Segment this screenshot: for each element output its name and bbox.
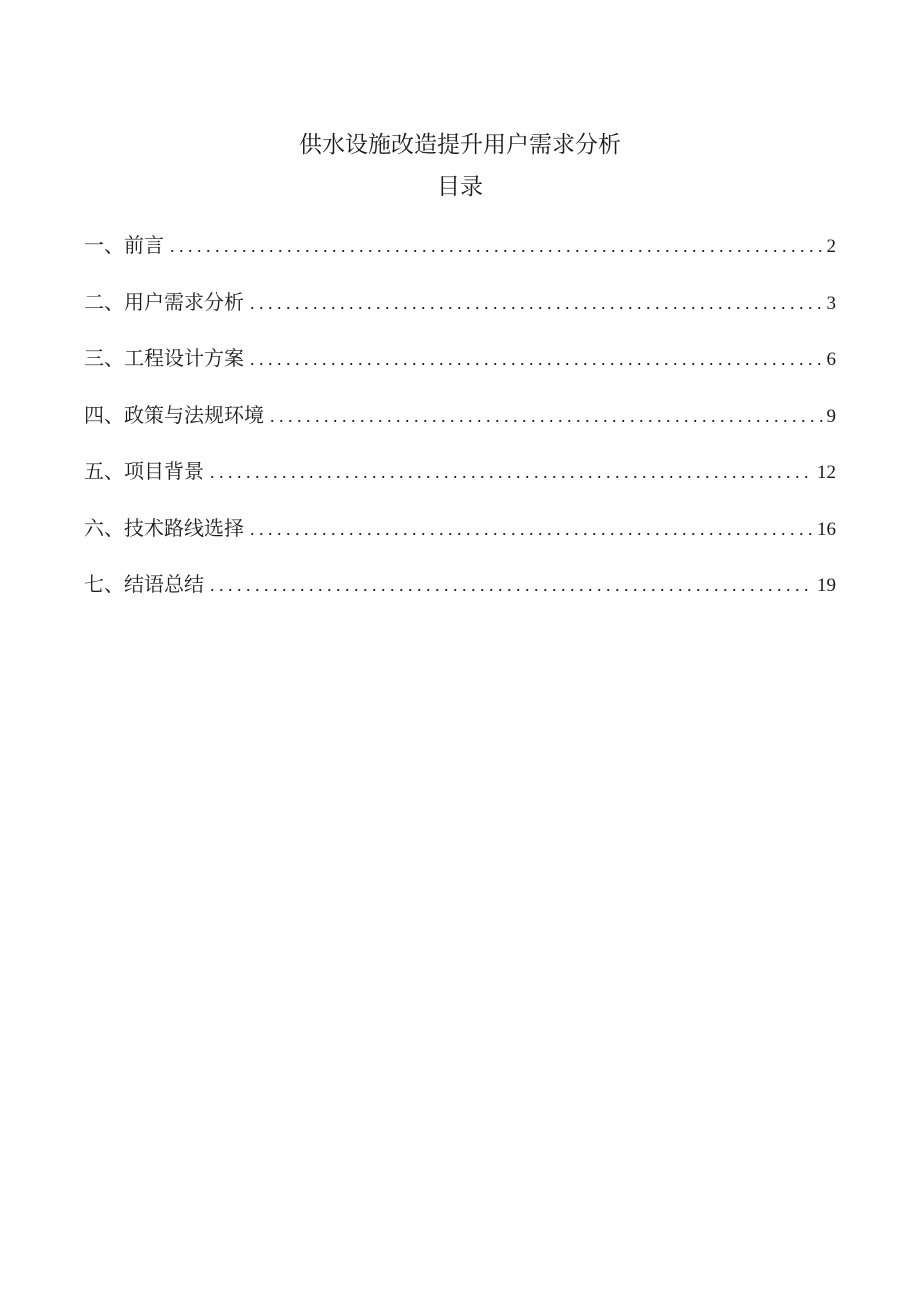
toc-dot-leader	[210, 570, 813, 600]
toc-entry-engineering-design[interactable]	[84, 343, 836, 400]
document-title: 供水设施改造提升用户需求分析	[299, 132, 621, 158]
toc-dot-leader	[210, 457, 813, 487]
toc-entry-label: 三、工程设计方案	[84, 346, 244, 370]
toc-entry-page: 3	[826, 292, 836, 314]
toc-entry-policy-regulation[interactable]	[84, 400, 836, 457]
toc-entry-label: 七、结语总结	[84, 572, 204, 596]
toc-entry-label: 一、前言	[84, 233, 164, 257]
toc-entry-technical-route[interactable]	[84, 513, 836, 570]
toc-entry-page: 12	[817, 462, 836, 483]
toc-dot-leader	[170, 231, 823, 261]
toc-entry-page: 16	[817, 518, 836, 540]
toc-entry-conclusion[interactable]	[84, 569, 836, 626]
toc-entry-label: 六、技术路线选择	[84, 515, 244, 540]
toc-entry-label: 二、用户需求分析	[84, 289, 244, 314]
toc-dot-leader	[250, 514, 813, 544]
toc-entry-page: 9	[826, 405, 836, 427]
toc-entry-project-background[interactable]	[84, 456, 836, 513]
toc-entry-preface[interactable]	[84, 230, 836, 287]
toc-dot-leader	[250, 344, 823, 374]
toc-entry-page: 2	[826, 236, 836, 257]
toc-entry-page: 19	[817, 575, 836, 596]
toc-heading: 目录	[437, 174, 483, 200]
toc-entry-page: 6	[826, 349, 836, 370]
table-of-contents	[84, 230, 836, 626]
toc-dot-leader	[250, 288, 823, 318]
toc-dot-leader	[270, 401, 823, 431]
toc-entry-label: 四、政策与法规环境	[84, 402, 264, 427]
toc-entry-label: 五、项目背景	[84, 459, 204, 483]
toc-entry-user-needs[interactable]	[84, 287, 836, 344]
